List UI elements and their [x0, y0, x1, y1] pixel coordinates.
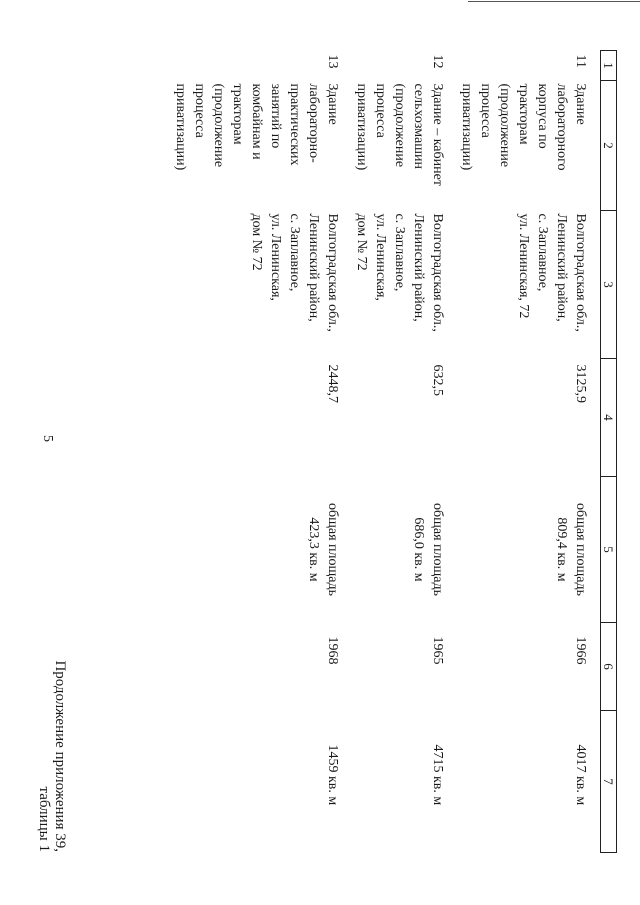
table-row: [352, 51, 457, 853]
table-row: [457, 51, 601, 853]
name-line: процесса: [373, 83, 388, 138]
name-line: лабораторного: [554, 83, 569, 171]
address-line: ул. Ленинская, 72: [516, 213, 531, 319]
address-line: Волгоградская обл.,: [573, 213, 588, 332]
address-cell: [352, 211, 457, 359]
name-line: корпуса по: [535, 83, 550, 149]
name-line: тракторам: [516, 83, 531, 145]
address-line: с. Заплавное,: [392, 213, 407, 292]
name-line: практических: [287, 83, 302, 166]
area-line: общая площадь: [573, 502, 588, 597]
column-header: 3: [601, 211, 617, 359]
name-line: приватизации): [173, 83, 188, 171]
address-cell: [171, 211, 352, 359]
column-header: 7: [601, 711, 617, 853]
name-line: тракторам: [230, 83, 245, 145]
column-header: 5: [601, 477, 617, 623]
name-line: (продолжение: [497, 83, 512, 168]
address-cell: [457, 211, 601, 359]
area-line: 423,3 кв. м: [306, 517, 321, 582]
row-number: 12: [430, 54, 445, 69]
name-line: занятий по: [268, 83, 283, 149]
name-line: (продолжение: [392, 83, 407, 168]
value-cell: 3125,9: [573, 364, 588, 403]
column-header: 1: [601, 51, 617, 81]
page-number: 5: [40, 435, 55, 442]
table-caption: [36, 0, 68, 852]
object-name-cell: [352, 81, 457, 211]
column-header: 4: [601, 359, 617, 477]
name-line: комбайнам и: [249, 83, 264, 160]
value-cell: 632,5: [430, 364, 445, 396]
row-number: 13: [325, 54, 340, 69]
caption-line-2: таблицы 1: [36, 786, 52, 852]
address-line: дом № 72: [249, 213, 264, 271]
row-number: 11: [573, 54, 588, 68]
address-line: дом № 72: [354, 213, 369, 271]
area-line: общая площадь: [325, 502, 340, 597]
address-line: ул. Ленинская,: [268, 213, 283, 301]
property-table: [171, 50, 617, 853]
address-line: с. Заплавное,: [535, 213, 550, 292]
address-line: Ленинский район,: [306, 213, 321, 322]
column-header: 2: [601, 81, 617, 211]
name-line: Здание: [573, 83, 588, 125]
address-line: Ленинский район,: [411, 213, 426, 322]
address-line: Волгоградская обл.,: [325, 213, 340, 332]
name-line: лабораторно-: [306, 83, 321, 163]
name-line: (продолжение: [211, 83, 226, 168]
year-cell: 1966: [573, 636, 588, 665]
address-line: ул. Ленинская,: [373, 213, 388, 301]
name-line: Здание – кабинет: [430, 83, 445, 186]
address-line: Волгоградская обл.,: [430, 213, 445, 332]
object-name-cell: [171, 81, 352, 211]
name-line: Здание: [325, 83, 340, 125]
land-size-cell: 4715 кв. м: [430, 744, 445, 806]
address-line: с. Заплавное,: [287, 213, 302, 292]
name-line: процесса: [478, 83, 493, 138]
caption-line-1: Продолжение приложения 39,: [52, 660, 68, 852]
area-cell: [457, 477, 601, 623]
area-line: 686,0 кв. м: [411, 517, 426, 582]
table-row: [171, 51, 352, 853]
land-size-cell: 4017 кв. м: [573, 744, 588, 806]
area-line: общая площадь: [430, 502, 445, 597]
name-line: приватизации): [354, 83, 369, 171]
land-size-cell: 1459 кв. м: [325, 744, 340, 806]
year-cell: 1965: [430, 636, 445, 665]
name-line: процесса: [192, 83, 207, 138]
address-line: Ленинский район,: [554, 213, 569, 322]
area-cell: [171, 477, 352, 623]
column-header: 6: [601, 623, 617, 711]
name-line: приватизации): [459, 83, 474, 171]
value-cell: 2448,7: [325, 364, 340, 403]
area-line: 809,4 кв. м: [554, 517, 569, 582]
year-cell: 1968: [325, 636, 340, 665]
object-name-cell: [457, 81, 601, 211]
table-header-row: [601, 51, 617, 853]
name-line: сельхозмашин: [411, 83, 426, 170]
area-cell: [352, 477, 457, 623]
